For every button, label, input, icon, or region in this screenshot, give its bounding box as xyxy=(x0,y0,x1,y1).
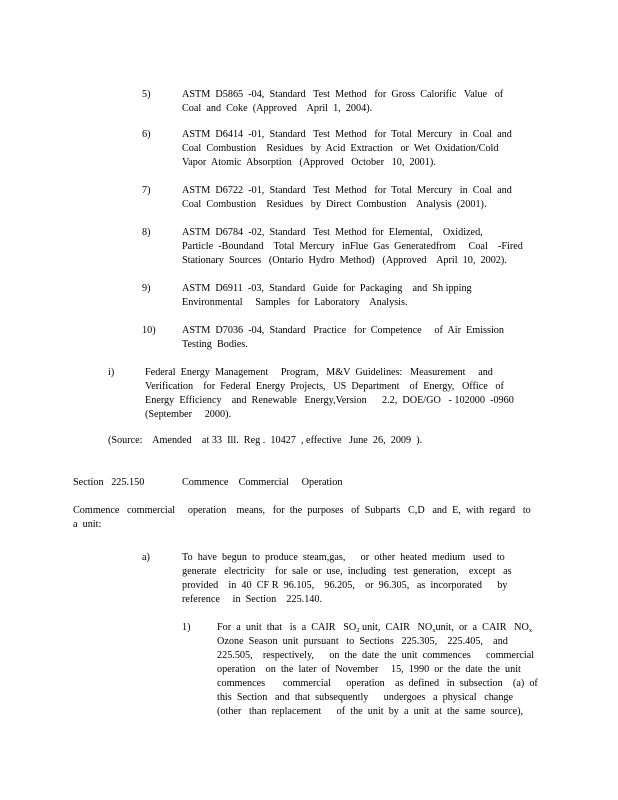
item-text xyxy=(217,621,545,719)
text-line: (September 2000). xyxy=(145,409,232,420)
item-number: i) xyxy=(108,367,115,378)
text-line: provided in 40 CF R 96.105, 96.205, or 96.305, as incorporated by xyxy=(182,580,508,591)
text-line: Ozone Season unit pursuant to Sections 225.305, 225.405, and xyxy=(217,636,508,647)
text-line: ASTM D6784 -02, Standard Test Method for Elemental, Oxidized, xyxy=(182,227,483,238)
text-line: ASTM D6414 -01, Standard Test Method for Total Mercury in Coal and xyxy=(182,129,512,140)
source-note: (Source: Amended at 33 Ill. Reg . 10427 , effective June 26, 2009 ). xyxy=(108,435,423,446)
item-number: 9) xyxy=(142,283,151,294)
text-line: For a unit that is a CAIR $SO_2$ unit, CAIR $NO_xunit$, or a CAIR $NO_x$ xyxy=(217,622,533,634)
text-line: reference in Section 225.140. xyxy=(182,594,323,605)
text-line: a unit: xyxy=(73,519,102,530)
text-line: 225.505, respectively, on the date the unit commences commercial xyxy=(217,650,535,661)
item-text xyxy=(145,366,527,422)
text-line: Environmental Samples for Laboratory Analysis. xyxy=(182,297,408,308)
text-line: operation on the later of November 15, 1990 or the date the unit xyxy=(217,664,521,675)
text-line: ASTM D6911 -03, Standard Guide for Packaging and Sh ipping xyxy=(182,283,472,294)
text-line: (other than replacement of the unit by a unit at the same source), xyxy=(217,706,524,717)
item-number: 7) xyxy=(142,185,151,196)
section-label: Section 225.150 xyxy=(73,477,145,488)
definition-paragraph xyxy=(73,504,539,532)
text-line: ASTM D5865 -04, Standard Test Method for Gross Calorific Value of xyxy=(182,89,504,100)
text-line: To have begun to produce steam,gas, or other heated medium used to xyxy=(182,552,505,563)
item-number: 6) xyxy=(142,129,151,140)
item-number: 8) xyxy=(142,227,151,238)
text-line: Stationary Sources (Ontario Hydro Method) (Approved April 10, 2002). xyxy=(182,255,507,266)
text-line: Coal Combustion Residues by Direct Combustion Analysis (2001). xyxy=(182,199,487,210)
section-title: Commence Commercial Operation xyxy=(182,477,343,488)
text-line: Coal and Coke (Approved April 1, 2004). xyxy=(182,103,373,114)
text-line: ASTM D7036 -04, Standard Practice for Competence of Air Emission xyxy=(182,325,504,336)
text-line: Particle -Boundand Total Mercury inFlue Gas Generatedfrom Coal -Fired xyxy=(182,241,523,252)
item-number: 1) xyxy=(182,622,191,633)
text-line: Verification for Federal Energy Projects, US Department of Energy, Office of xyxy=(145,381,504,392)
text-line: Energy Efficiency and Renewable Energy,Version 2.2, DOE/GO - 102000 -0960 xyxy=(145,395,514,406)
text-line: Commence commercial operation means, for the purposes of Subparts C,D and E, with regard to xyxy=(73,505,531,516)
text-line: Testing Bodies. xyxy=(182,339,248,350)
item-number: 10) xyxy=(142,325,156,336)
item-number: a) xyxy=(142,552,150,563)
text-line: ASTM D6722 -01, Standard Test Method for Total Mercury in Coal and xyxy=(182,185,512,196)
text-line: generate electricity for sale or use, including test generation, except as xyxy=(182,566,512,577)
item-text xyxy=(182,226,527,268)
text-line: Federal Energy Management Program, M&V Guidelines: Measurement and xyxy=(145,367,493,378)
item-text xyxy=(182,551,522,607)
text-line: this Section and that subsequently undergoes a physical change xyxy=(217,692,514,703)
item-text xyxy=(182,88,520,116)
item-text xyxy=(182,282,482,310)
item-text xyxy=(182,128,527,170)
item-text xyxy=(182,184,527,212)
item-number: 5) xyxy=(142,89,151,100)
text-line: Coal Combustion Residues by Acid Extraction or Wet Oxidation/Cold xyxy=(182,143,499,154)
text-line: Vapor Atomic Absorption (Approved October 10, 2001). xyxy=(182,157,436,168)
text-line: commences commercial operation as defined in subsection (a) of xyxy=(217,678,538,689)
item-text xyxy=(182,324,512,352)
